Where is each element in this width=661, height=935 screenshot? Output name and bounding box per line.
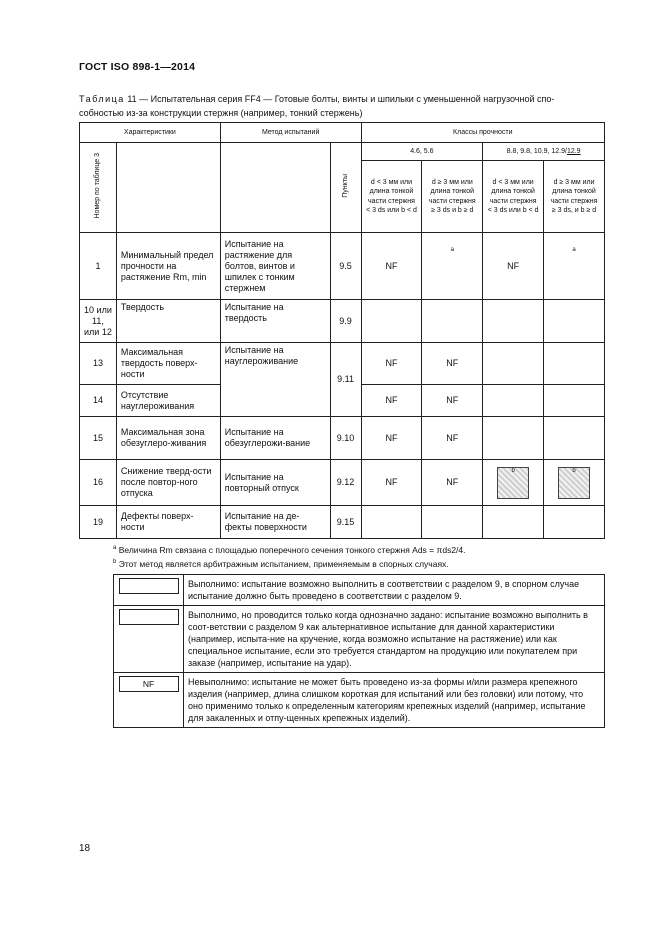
header-blank-method [220, 143, 330, 233]
header-group2-underlined: 12.9 [566, 147, 581, 155]
row-cell-c2: NF [422, 343, 483, 385]
legend-box [119, 609, 179, 625]
document-header: ГОСТ ISO 898-1—2014 [79, 61, 196, 73]
caption-label: Таблица [79, 94, 125, 104]
table-caption [79, 92, 599, 120]
row-method: Испытание на повторный отпуск [220, 460, 330, 506]
row-cell-c3 [483, 300, 544, 343]
header-row-num-cell [80, 143, 117, 233]
header-characteristics: Характеристики [80, 123, 221, 143]
row-cell-c1: NF [361, 233, 422, 300]
header-group2-prefix: 8.8, 9.8, 10.9, 12.9/ [506, 147, 567, 155]
legend-box [119, 578, 179, 594]
legend-text: Выполнимо, но проводится только когда однозначно задано: испытание возможно выполнить в соот-ветствии с разделом 9 как альтернативное испытание для данной характеристики (например, испыта-ние на кручение, когда возможно испытание на растяжение) или как специальное испытание, если это требуется стандартом на продукцию или покупателем при заказе (например, испытание на удар). [184, 606, 605, 673]
row-cell-c3 [483, 460, 544, 506]
row-cell-c4 [544, 460, 605, 506]
row-cell-c3 [483, 343, 544, 385]
legend-box-cell [114, 606, 184, 673]
row-cell-c2: NF [422, 417, 483, 460]
row-method: Испытание на твердость [220, 300, 330, 343]
row-cell-c4 [544, 343, 605, 385]
table-row [80, 417, 605, 460]
footnote-ref-a: a [572, 247, 576, 253]
header-sub4: d ≥ 3 мм или длина тонкой части стержня ≥ 3 ds, и b ≥ d [544, 161, 605, 233]
table-row [80, 506, 605, 539]
table-row [80, 343, 605, 385]
header-row-num: Номер по таблице 3 [94, 153, 102, 219]
row-cell-c3 [483, 506, 544, 539]
caption-number: 11 [127, 94, 137, 104]
footnote-a-marker: a [113, 545, 117, 552]
header-method: Метод испытаний [220, 123, 361, 143]
table-row [80, 460, 605, 506]
table-row [80, 300, 605, 343]
legend-text: Невыполнимо: испытание не может быть проведено из-за формы и/или размера крепежного изделия (например, длина слишком короткая для испытаний или без головки) или потому, что оно применимо только к определенным категориям крепежных изделий (например, испытание для закаленных и отпу-щенных крепежных изделий). [184, 673, 605, 728]
row-method: Испытание на растяжение для болтов, винтов и шпилек с тонким стержнем [220, 233, 330, 300]
header-group2 [483, 143, 605, 161]
row-cell-c1 [361, 300, 422, 343]
footnote-b-text: Этот метод является арбитражным испытанием, применяемым в спорных случаях. [118, 559, 449, 569]
shaded-box [558, 467, 590, 499]
row-cell-c1 [361, 506, 422, 539]
row-clause: 9.11 [330, 343, 361, 417]
test-series-table [79, 122, 605, 539]
row-clause: 9.12 [330, 460, 361, 506]
page-number: 18 [79, 843, 91, 854]
row-characteristic: Отсутствие науглероживания [116, 385, 220, 417]
footnote-ref-b: b [572, 467, 576, 474]
row-cell-c3 [483, 417, 544, 460]
header-group1: 4.6, 5.6 [361, 143, 483, 161]
row-cell-c1: NF [361, 343, 422, 385]
row-method: Испытание на де-фекты поверхности [220, 506, 330, 539]
footnote-a-text: Величина Rm связана с площадью поперечного сечения тонкого стержня Ads = πds2/4. [118, 545, 466, 555]
row-cell-c4 [544, 417, 605, 460]
header-sub2: d ≥ 3 мм или длина тонкой части стержня ≥ 3 ds и b ≥ d [422, 161, 483, 233]
row-num: 10 или 11, или 12 [80, 300, 117, 343]
row-num: 16 [80, 460, 117, 506]
row-cell-c4 [544, 300, 605, 343]
row-characteristic: Твердость [116, 300, 220, 343]
row-num: 15 [80, 417, 117, 460]
row-cell-c3: NF [483, 233, 544, 300]
row-cell-c1: NF [361, 417, 422, 460]
row-cell-c2 [422, 233, 483, 300]
row-num: 19 [80, 506, 117, 539]
legend-table [113, 574, 605, 728]
row-num: 1 [80, 233, 117, 300]
legend-text: Выполнимо: испытание возможно выполнить в соответствии с разделом 9, в спорном случае испытание должно быть проведено в соответствии с разделом 9. [184, 575, 605, 606]
legend-row [114, 673, 605, 728]
row-cell-c4 [544, 233, 605, 300]
row-cell-c1: NF [361, 385, 422, 417]
footnote-b-marker: b [113, 559, 117, 566]
row-cell-c2: NF [422, 460, 483, 506]
header-classes: Классы прочности [361, 123, 604, 143]
legend-row [114, 606, 605, 673]
row-cell-c4 [544, 506, 605, 539]
legend-box-nf: NF [119, 676, 179, 692]
header-clause-cell [330, 143, 361, 233]
row-clause: 9.15 [330, 506, 361, 539]
row-cell-c2: NF [422, 385, 483, 417]
row-characteristic: Минимальный предел прочности на растяжение Rm, min [116, 233, 220, 300]
row-num: 13 [80, 343, 117, 385]
row-cell-c2 [422, 300, 483, 343]
header-blank-char [116, 143, 220, 233]
row-cell-c1: NF [361, 460, 422, 506]
footnote-ref-a: a [450, 247, 454, 253]
header-clause: Пункты [342, 173, 350, 198]
row-characteristic: Максимальная твердость поверх-ности [116, 343, 220, 385]
row-characteristic: Снижение тверд-ости после повтор-ного отпуска [116, 460, 220, 506]
row-num: 14 [80, 385, 117, 417]
row-clause: 9.9 [330, 300, 361, 343]
row-cell-c4 [544, 385, 605, 417]
row-characteristic: Максимальная зона обезуглеро-живания [116, 417, 220, 460]
table-row [80, 233, 605, 300]
legend-row [114, 575, 605, 606]
footnote-ref-b: b [511, 467, 515, 474]
row-characteristic: Дефекты поверх-ности [116, 506, 220, 539]
footnote-a [113, 545, 466, 556]
legend-box-cell [114, 575, 184, 606]
caption-text: — Испытательная серия FF4 — Готовые болты, винты и шпильки с уменьшенной нагрузочной спо-собностью из-за конструкции стержня (например, тонкий стержень) [79, 94, 555, 118]
shaded-box [497, 467, 529, 499]
footnote-b [113, 559, 449, 570]
row-clause: 9.10 [330, 417, 361, 460]
row-method: Испытание на науглероживание [220, 343, 330, 417]
row-cell-c3 [483, 385, 544, 417]
legend-box-cell [114, 673, 184, 728]
row-cell-c2 [422, 506, 483, 539]
header-sub1: d < 3 мм или длина тонкой части стержня < 3 ds или b < d [361, 161, 422, 233]
header-sub3: d < 3 мм или длина тонкой части стержня < 3 ds или b < d [483, 161, 544, 233]
row-method: Испытание на обезуглерожи-вание [220, 417, 330, 460]
row-clause: 9.5 [330, 233, 361, 300]
